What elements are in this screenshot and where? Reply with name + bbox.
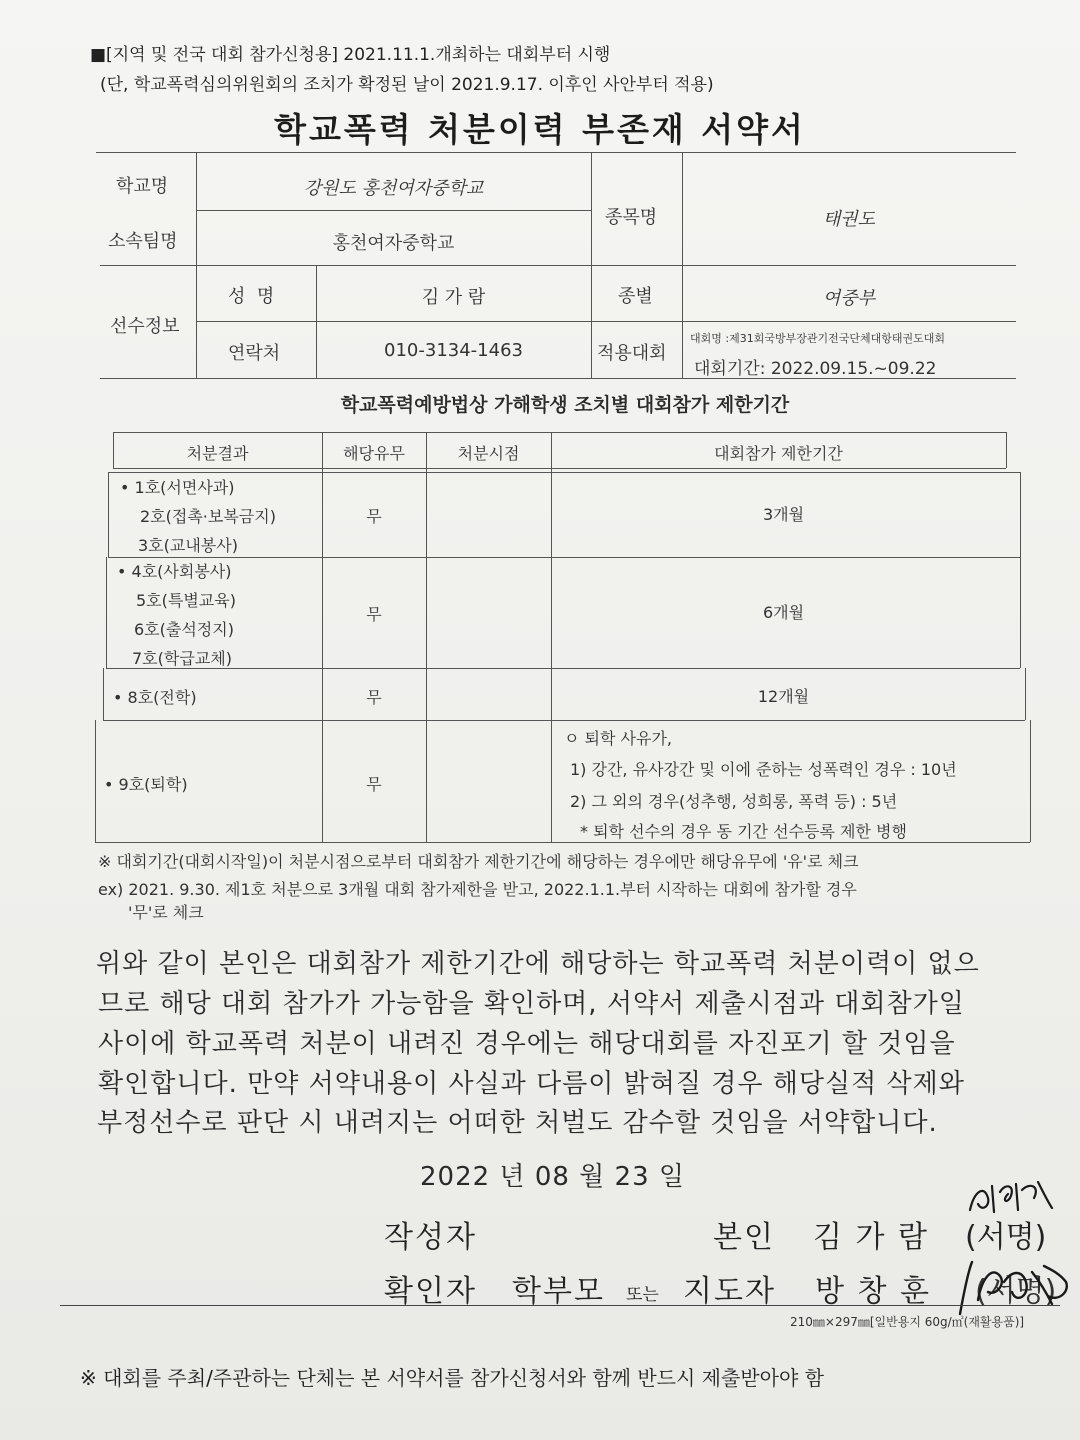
header-line-1: ■[지역 및 전국 대회 참가신청용] 2021.11.1.개최하는 대회부터 시행 bbox=[90, 45, 611, 65]
note-example-2: '무'로 체크 bbox=[128, 903, 204, 922]
table-row-2-item: 7호(학급교체) bbox=[132, 649, 232, 668]
writer-label: 작성자 bbox=[384, 1220, 477, 1255]
event-name: 대회명 :제31회국방부장관기전국단체대항태권도대회 bbox=[690, 332, 945, 345]
pledge-line-4: 확인합니다. 만약 서약내용이 사실과 다름이 밝혀질 경우 해당실적 삭제와 bbox=[98, 1069, 965, 1099]
restriction-heading: 학교폭력예방법상 가해학생 조치별 대회참가 제한기간 bbox=[340, 394, 790, 416]
category-value: 여중부 bbox=[822, 288, 876, 309]
pledge-line-1: 위와 같이 본인은 대회참가 제한기간에 해당하는 학교폭력 처분이력이 없으 bbox=[96, 949, 980, 979]
table-row-2-period: 6개월 bbox=[762, 603, 805, 622]
document-title: 학교폭력 처분이력 부존재 서약서 bbox=[274, 110, 806, 149]
pledge-line-5: 부정선수로 판단 시 내려지는 어떠한 처벌도 감수할 것임을 서약합니다. bbox=[97, 1108, 938, 1138]
table-row-4-period-line: 2) 그 외의 경우(성추행, 성희롱, 폭력 등) : 5년 bbox=[570, 792, 898, 811]
table-row-1-item: 3호(교내봉사) bbox=[138, 536, 238, 555]
table-row-3-item: • 8호(전학) bbox=[113, 688, 197, 707]
coach-sign-slot: (서명) bbox=[975, 1274, 1057, 1309]
coach-label: 지도자 bbox=[683, 1274, 776, 1309]
table-row-2-item: 5호(특별교육) bbox=[136, 591, 236, 610]
table-row-3-period: 12개월 bbox=[757, 687, 810, 706]
paper-spec: 210㎜×297㎜[일반용지 60g/㎡(재활용품)] bbox=[790, 1315, 1025, 1329]
pledge-line-2: 므로 해당 대회 참가가 가능함을 확인하며, 서약서 제출시점과 대회참가일 bbox=[98, 989, 965, 1019]
table-row-4-applicable: 무 bbox=[366, 775, 382, 794]
coach-name: 방 창 훈 bbox=[815, 1274, 932, 1309]
writer-name: 김 가 람 bbox=[813, 1220, 930, 1255]
event-label: 적용대회 bbox=[597, 343, 667, 364]
table-row-1-applicable: 무 bbox=[366, 507, 382, 526]
table-row-4-period-line: ㅇ 퇴학 사유가, bbox=[564, 729, 672, 748]
or-text: 또는 bbox=[626, 1285, 659, 1305]
writer-role: 본인 bbox=[713, 1220, 775, 1255]
table-row-1-item: • 1호(서면사과) bbox=[120, 478, 235, 497]
footer-note: ※ 대회를 주최/주관하는 단체는 본 서약서를 참가신청서와 함께 반드시 제출받아야 함 bbox=[80, 1366, 824, 1390]
table-row-1-period: 3개월 bbox=[762, 505, 805, 524]
contact-value: 010-3134-1463 bbox=[384, 340, 523, 361]
table-row-4-period-line: * 퇴학 선수의 경우 동 기간 선수등록 제한 병행 bbox=[580, 822, 907, 841]
note-example-1: ex) 2021. 9.30. 제1호 처분으로 3개월 대회 참가제한을 받고, 2022.1.1.부터 시작하는 대회에 참가할 경우 bbox=[98, 880, 857, 899]
pledge-line-3: 사이에 학교폭력 처분이 내려진 경우에는 해당대회를 자진포기 할 것임을 bbox=[98, 1029, 956, 1059]
bottom-rule bbox=[60, 1305, 1060, 1306]
table-row-3-applicable: 무 bbox=[366, 688, 382, 707]
confirmer-label: 확인자 bbox=[384, 1274, 477, 1309]
sport-value: 태권도 bbox=[822, 209, 876, 230]
col-header-time: 처분시점 bbox=[457, 444, 520, 463]
table-row-2-item: 6호(출석정지) bbox=[134, 620, 234, 639]
col-header-period: 대회참가 제한기간 bbox=[714, 444, 843, 463]
name-value: 김 가 람 bbox=[421, 287, 486, 308]
school-value: 강원도 홍천여자중학교 bbox=[303, 178, 484, 199]
table-row-4-item: • 9호(퇴학) bbox=[104, 775, 188, 794]
team-label: 소속팀명 bbox=[108, 231, 178, 252]
writer-sign-slot: (서명) bbox=[965, 1220, 1047, 1255]
athlete-label: 선수정보 bbox=[110, 316, 180, 337]
name-label: 성 명 bbox=[228, 286, 275, 307]
writer-signature-scribble bbox=[960, 1172, 1060, 1232]
contact-label: 연락처 bbox=[228, 343, 281, 364]
pledge-date: 2022 년 08 월 23 일 bbox=[420, 1162, 686, 1192]
table-row-2-applicable: 무 bbox=[366, 605, 382, 624]
table-row-2-item: • 4호(사회봉사) bbox=[117, 562, 232, 581]
header-line-2: (단, 학교폭력심의위원회의 조치가 확정된 날이 2021.9.17. 이후인 사안부터 적용) bbox=[100, 75, 714, 95]
col-header-applicable: 해당유무 bbox=[343, 444, 405, 463]
table-row-1-item: 2호(접촉·보복금지) bbox=[140, 507, 276, 526]
col-header-result: 처분결과 bbox=[186, 444, 249, 463]
school-label: 학교명 bbox=[116, 176, 169, 197]
parent-label: 학부모 bbox=[512, 1274, 605, 1309]
table-row-4-period-line: 1) 강간, 유사강간 및 이에 준하는 성폭력인 경우 : 10년 bbox=[570, 760, 957, 779]
sport-label: 종목명 bbox=[605, 207, 658, 228]
category-label: 종별 bbox=[618, 286, 653, 307]
team-value: 홍천여자중학교 bbox=[332, 233, 455, 254]
event-period: 대회기간: 2022.09.15.~09.22 bbox=[694, 359, 937, 379]
note-check-rule: ※ 대회기간(대회시작일)이 처분시점으로부터 대회참가 제한기간에 해당하는 경우에만 해당유무에 '유'로 체크 bbox=[98, 852, 859, 871]
